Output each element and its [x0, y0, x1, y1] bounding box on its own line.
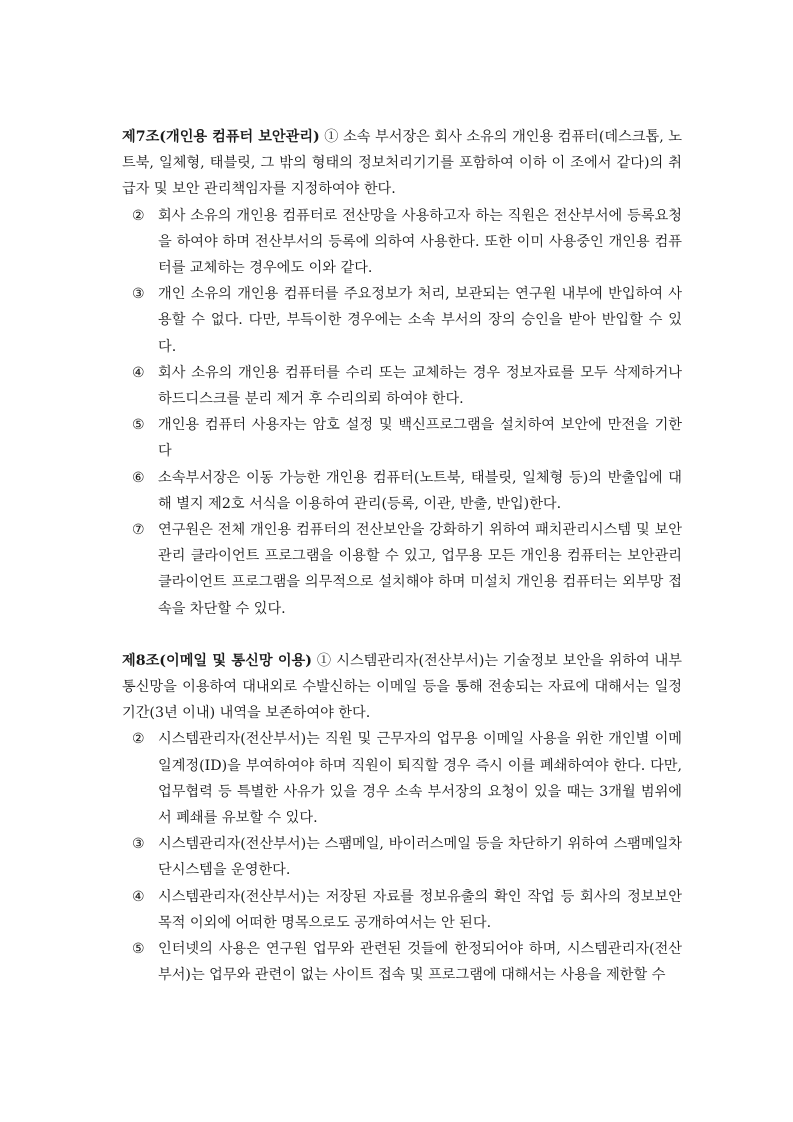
article-8-clause — [122, 831, 682, 883]
article-7-clause — [122, 517, 682, 622]
clause-text: 개인 소유의 개인용 컴퓨터를 주요정보가 처리, 보관되는 연구원 내부에 반입하여 사용할 수 없다. 다만, 부득이한 경우에는 소속 부서의 장의 승인을 받아 반입할 수 있다. — [158, 286, 682, 355]
clause-number: ⑤ — [132, 417, 145, 434]
clause-number: ③ — [132, 836, 145, 853]
article-7-clause — [122, 412, 682, 464]
document-page — [122, 124, 682, 989]
clause-number: ⑤ — [132, 941, 145, 958]
clause-number: ④ — [132, 888, 145, 905]
section-spacer — [122, 622, 682, 648]
clause-text: 시스템관리자(전산부서)는 저장된 자료를 정보유출의 확인 작업 등 회사의 정보보안 목적 이외에 어떠한 명목으로도 공개하여서는 안 된다. — [158, 888, 682, 931]
article-7-clause — [122, 465, 682, 517]
clause-text: 회사 소유의 개인용 컴퓨터로 전산망을 사용하고자 하는 직원은 전산부서에 등록요청을 하여야 하며 전산부서의 등록에 의하여 사용한다. 또한 이미 사용중인 개인용 컴퓨터를 교체하는 경우에도 이와 같다. — [158, 207, 682, 277]
clause-text: 연구원은 전체 개인용 컴퓨터의 전산보안을 강화하기 위하여 패치관리시스템 및 보안관리 클라이언트 프로그램을 이용할 수 있고, 업무용 모든 개인용 컴퓨터는 보안관리 클라이언트 프로그램을 의무적으로 설치해야 하며 미설치 개인용 컴퓨터는 외부망 접속을 차단할 수 있다. — [158, 522, 682, 617]
clause-text: 시스템관리자(전산부서)는 직원 및 근무자의 업무용 이메일 사용을 위한 개인별 이메일계정(ID)을 부여하여야 하며 직원이 퇴직할 경우 즉시 이를 폐쇄하여야 한다. 다만, 업무협력 등 특별한 사유가 있을 경우 소속 부서장의 요청이 있을 때는 3개월 범위에서 폐쇄를 유보할 수 있다. — [158, 731, 682, 827]
clause-text: 회사 소유의 개인용 컴퓨터를 수리 또는 교체하는 경우 정보자료를 모두 삭제하거나 하드디스크를 분리 제거 후 수리의뢰 하여야 한다. — [158, 364, 682, 408]
article-8-paragraph — [122, 648, 682, 727]
clause-text: 개인용 컴퓨터 사용자는 암호 설정 및 백신프로그램을 설치하여 보안에 만전을 기한다 — [158, 417, 682, 460]
clause-number: ② — [132, 731, 145, 748]
article-8-clause — [122, 884, 682, 936]
article-8-clause-1: ① 시스템관리자(전산부서)는 기술정보 보안을 위하여 내부통신망을 이용하여 대내외로 수발신하는 이메일 등을 통해 전송되는 자료에 대해서는 일정기간(3년 이내) 내역을 보존하여야 한다. — [122, 652, 683, 722]
article-7-clause — [122, 360, 682, 412]
article-8-clause — [122, 936, 682, 988]
article-7-clause-1: ① 소속 부서장은 회사 소유의 개인용 컴퓨터(데스크톱, 노트북, 일체형, 태블릿, 그 밖의 형태의 정보처리기기를 포함하여 이하 이 조에서 같다)의 취급자 및 보안 관리책임자를 지정하여야 한다. — [122, 129, 682, 198]
clause-text: 소속부서장은 이동 가능한 개인용 컴퓨터(노트북, 태블릿, 일체형 등)의 반출입에 대해 별지 제2호 서식을 이용하여 관리(등록, 이관, 반출, 반입)한다. — [158, 469, 682, 512]
clause-number: ② — [132, 207, 145, 224]
clause-number: ⑥ — [132, 469, 145, 486]
article-7-paragraph — [122, 124, 682, 203]
clause-number: ③ — [132, 286, 145, 303]
clause-number: ④ — [132, 364, 145, 381]
article-8-heading: 제8조(이메일 및 통신망 이용) — [122, 652, 312, 669]
article-7-clause — [122, 281, 682, 360]
article-7-clause — [122, 203, 682, 282]
clause-text: 시스템관리자(전산부서)는 스팸메일, 바이러스메일 등을 차단하기 위하여 스팸메일차단시스템을 운영한다. — [158, 836, 682, 879]
article-7-heading: 제7조(개인용 컴퓨터 보안관리) — [122, 129, 320, 145]
clause-text: 인터넷의 사용은 연구원 업무와 관련된 것들에 한정되어야 하며, 시스템관리자(전산부서)는 업무와 관련이 없는 사이트 접속 및 프로그램에 대해서는 사용을 제한할 수 — [158, 941, 682, 984]
article-8-clause — [122, 726, 682, 831]
clause-number: ⑦ — [132, 522, 145, 539]
